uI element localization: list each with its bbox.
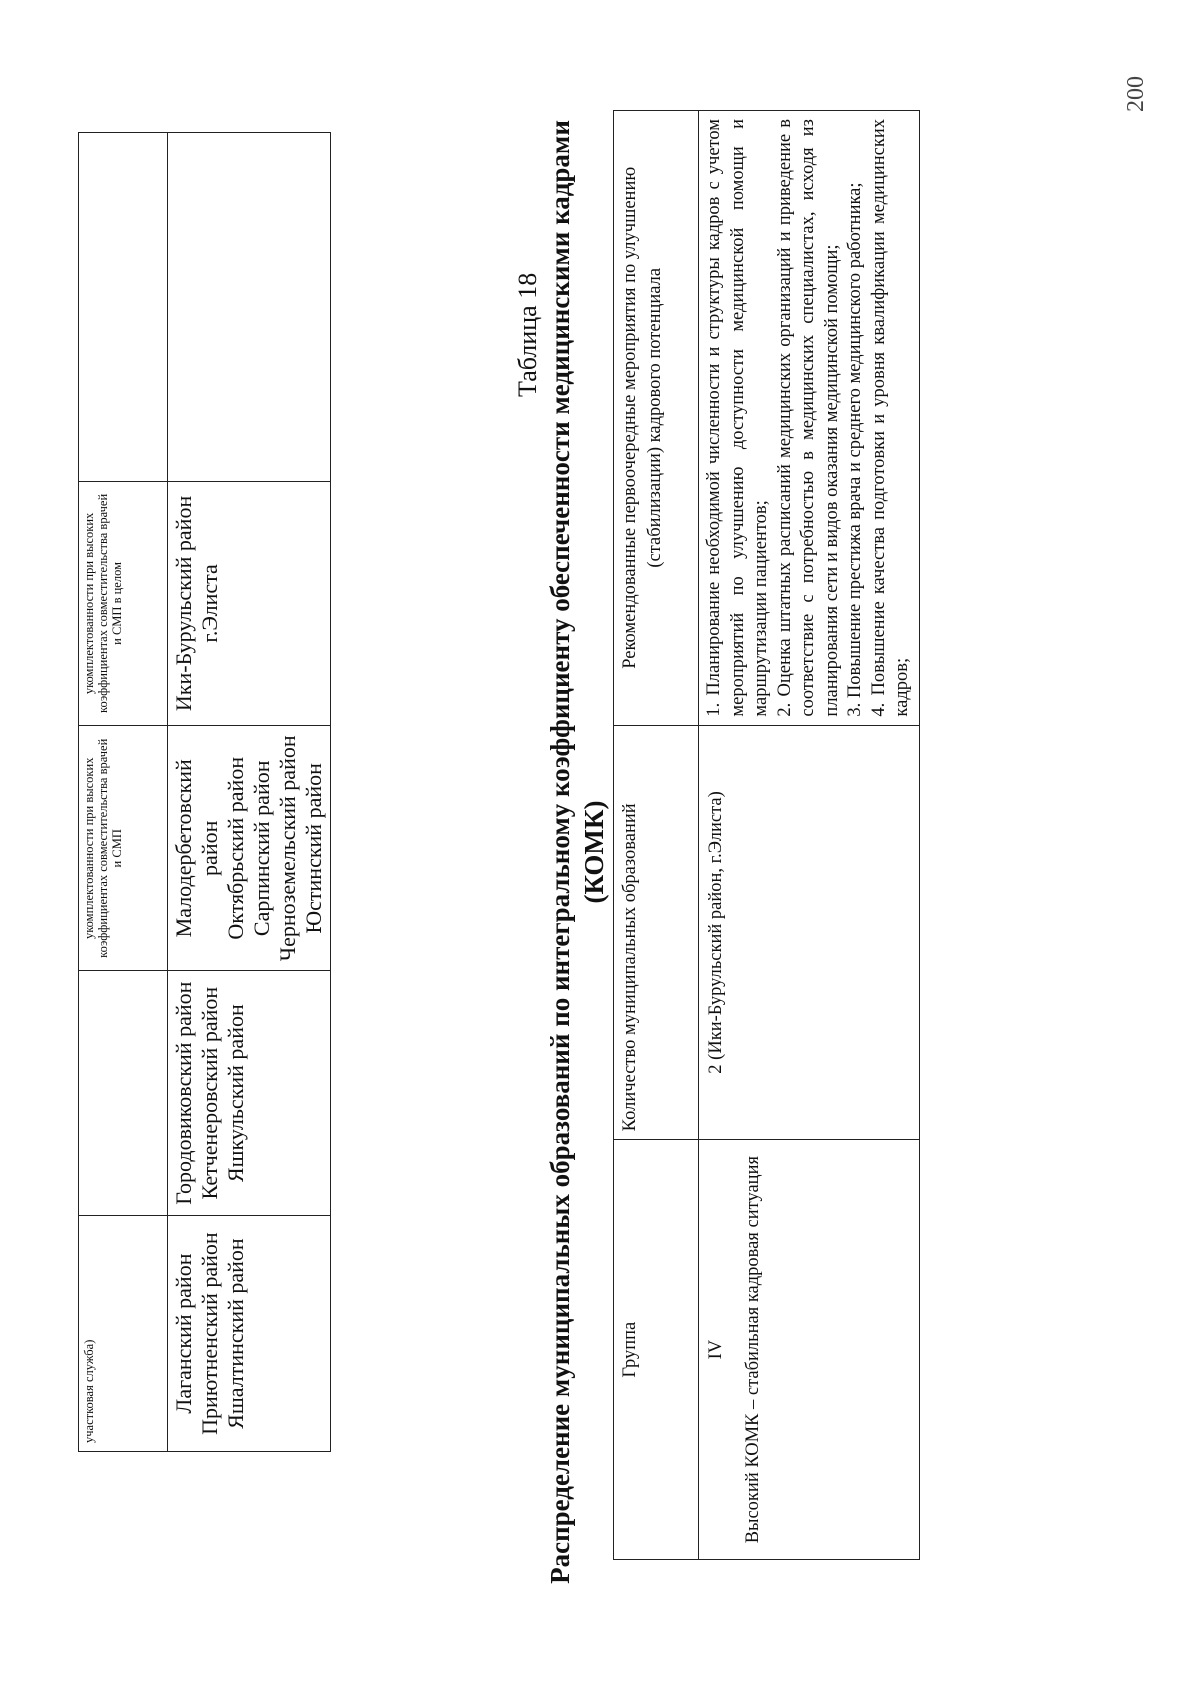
table-18: [613, 110, 920, 1560]
district-name: г.Элиста: [197, 564, 222, 643]
continuation-table: [78, 132, 331, 1452]
header-cell-district-service: участковая служба): [79, 1216, 168, 1452]
district-name: Малодербетовский район: [171, 759, 222, 938]
district-name: Юстинский район: [301, 763, 326, 934]
measure-item: 2. Оценка штатных расписаний медицинских организаций и приведение в соответствие с потребностью в медицинских специалистах, исходя из планирования сети и видов оказания медицинской помощи;: [774, 119, 842, 717]
district-list-cell: [168, 971, 331, 1216]
count-cell: 2 (Ики-Бурульский район, г.Элиста): [699, 725, 920, 1140]
district-list-cell: [168, 726, 331, 971]
district-name: Сарпинский район: [249, 760, 274, 937]
district-list-cell: [168, 481, 331, 726]
district-name: Лаганский район: [171, 1253, 196, 1414]
measure-item: 3. Повышение престижа врача и среднего медицинского работника;: [845, 182, 865, 717]
measure-item: 1. Планирование необходимой численности и структуры кадров с учетом мероприятий по улучшению доступности медицинской помощи и маршрутизации пациентов;: [704, 119, 771, 717]
header-cell-staffing-smp: укомплектованности при высоких коэффициентах совместительства врачей и СМП: [79, 726, 168, 971]
header-cell-empty-last: [79, 133, 168, 482]
empty-cell: [168, 133, 331, 482]
table-title: Распределение муниципальных образований по интегральному коэффициенту обеспеченности медицинскими кадрами (КОМК): [545, 120, 609, 1584]
district-name: Яшалтинский район: [223, 1238, 248, 1429]
table-header-row: [614, 111, 699, 1560]
district-name: Приютненский район: [197, 1232, 222, 1435]
district-name: Кетченеровский район: [197, 986, 222, 1200]
header-cell-group: Группа: [614, 1140, 699, 1560]
table-number: Таблица 18: [513, 272, 542, 397]
header-cell-empty: [79, 971, 168, 1216]
district-name: Черноземельский район: [275, 735, 300, 962]
header-cell-measures: Рекомендованные первоочередные мероприятия по улучшению (стабилизации) кадрового потенциала: [614, 111, 699, 726]
measures-cell: [699, 111, 920, 726]
district-name: Яшкульский район: [223, 1004, 248, 1183]
district-list-cell: [168, 1216, 331, 1452]
page-number: 200: [1123, 76, 1149, 112]
table-header-row: [79, 133, 168, 1452]
table-row: [699, 111, 920, 1560]
district-name: Октябрьский район: [223, 756, 248, 940]
district-name: Ики-Бурульский район: [171, 495, 196, 712]
district-name: Городовиковский район: [171, 981, 196, 1205]
table-row: [168, 133, 331, 1452]
group-description: Высокий КОМК – стабильная кадровая ситуация: [743, 1156, 763, 1544]
header-cell-count: Количество муниципальных образований: [614, 725, 699, 1140]
group-number: IV: [706, 1339, 726, 1360]
measure-item: 4. Повышение качества подготовки и уровня квалификации медицинских кадров;: [868, 119, 912, 717]
group-cell: [699, 1140, 920, 1560]
header-cell-staffing-overall: укомплектованности при высоких коэффициентах совместительства врачей и СМП в целом: [79, 481, 168, 726]
